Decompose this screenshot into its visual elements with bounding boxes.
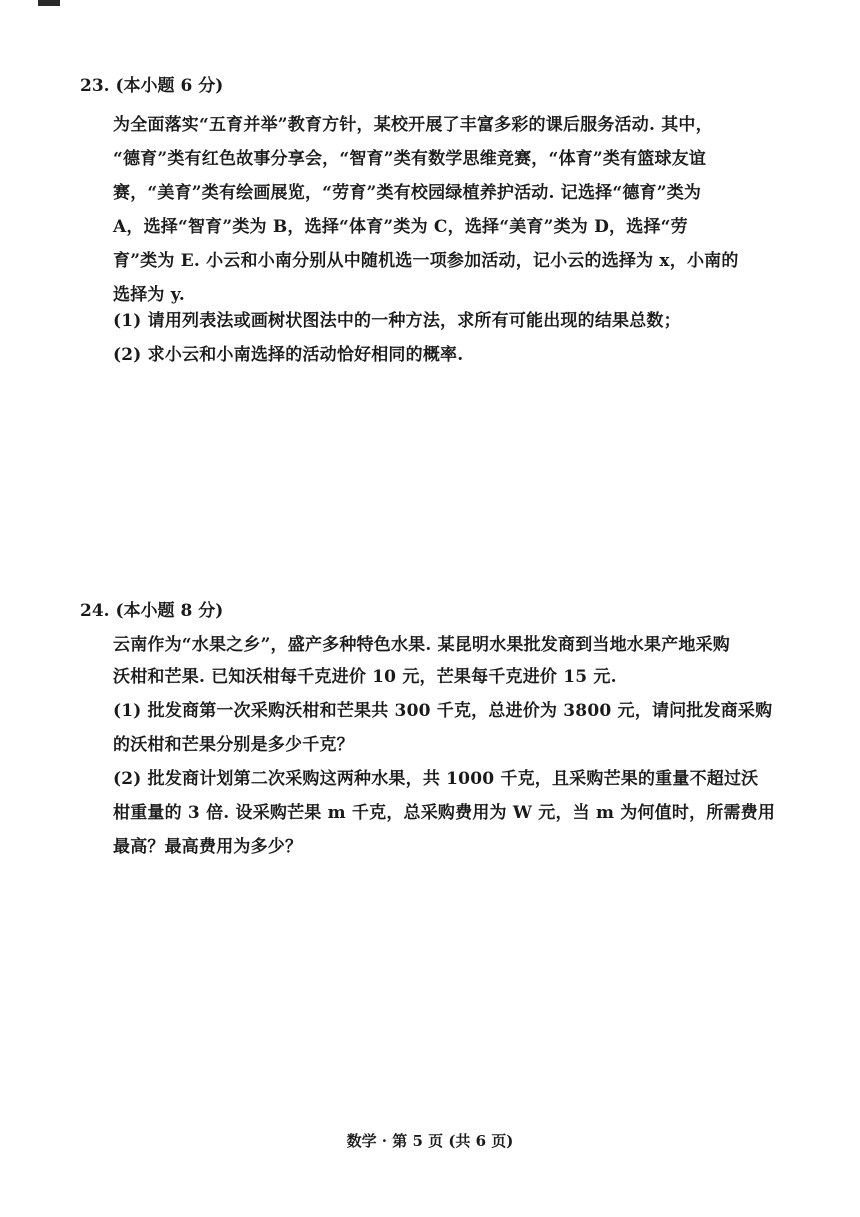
question-text-line: 的沃柑和芒果分别是多少千克？ (113, 735, 354, 755)
question-header: 24. (本小题 8 分) (80, 601, 224, 621)
sub-question-1: (1) 请用列表法或画树状图法中的一种方法，求所有可能出现的结果总数； (113, 311, 681, 331)
sub-question-1: (1) 批发商第一次采购沃柑和芒果共 300 千克，总进价为 3800 元，请问批发商采购 (113, 701, 773, 721)
sub-question-2: (2) 求小云和小南选择的活动恰好相同的概率. (113, 345, 464, 365)
question-text-line: 赛，“美育”类有绘画展览，“劳育”类有校园绿植养护活动. 记选择“德育”类为 (113, 183, 702, 203)
page-number: 数学 · 第 5 页 (共 6 页) (346, 1132, 514, 1150)
question-text-line: 云南作为“水果之乡”，盛产多种特色水果. 某昆明水果批发商到当地水果产地采购 (113, 635, 730, 655)
question-text-line: 沃柑和芒果. 已知沃柑每千克进价 10 元，芒果每千克进价 15 元. (113, 667, 617, 687)
question-text-line: 最高？最高费用为多少？ (113, 837, 303, 857)
question-header: 23. (本小题 6 分) (80, 76, 224, 96)
question-text-line: 柑重量的 3 倍. 设采购芒果 m 千克，总采购费用为 W 元，当 m 为何值时，所需费用 (113, 803, 776, 823)
question-text-line: 选择为 y. (113, 285, 185, 305)
scan-corner-mark (38, 0, 60, 6)
sub-question-2: (2) 批发商计划第二次采购这两种水果，共 1000 千克，且采购芒果的重量不超过沃 (113, 769, 759, 789)
question-text-line: 育”类为 E. 小云和小南分别从中随机选一项参加活动，记小云的选择为 x，小南的 (113, 251, 739, 271)
page-footer (0, 1130, 860, 1151)
question-text-line: “德育”类有红色故事分享会，“智育”类有数学思维竞赛，“体育”类有篮球友谊 (113, 149, 707, 169)
question-text-line: A，选择“智育”类为 B，选择“体育”类为 C，选择“美育”类为 D，选择“劳 (113, 217, 688, 237)
question-text-line: 为全面落实“五育并举”教育方针，某校开展了丰富多彩的课后服务活动. 其中， (113, 115, 713, 135)
